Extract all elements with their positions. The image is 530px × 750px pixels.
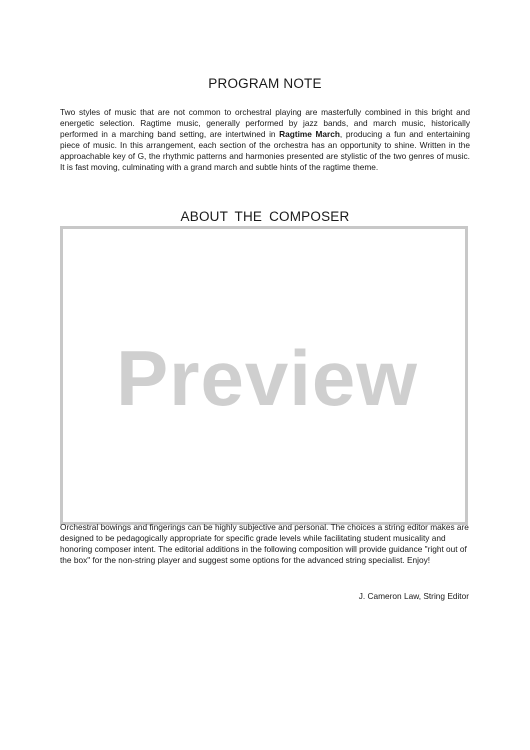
editor-signature: J. Cameron Law, String Editor <box>358 591 469 601</box>
program-note-heading: PROGRAM NOTE <box>208 76 322 91</box>
preview-watermark: Preview <box>116 334 418 422</box>
program-note-paragraph <box>60 107 470 174</box>
program-note-text-end: , producing a fun and entertaining piece of music. In this arrangement, each section of the orchestra has an opportunity to shine. Written in the approachable key of G, the rhythmic patterns and harmonies presented are stylistic of the two genres of music. It is fast moving, culminating with a grand march and subtle hints of the ragtime theme. <box>60 129 470 173</box>
piece-title: Ragtime March <box>279 129 340 140</box>
editor-note-paragraph: Orchestral bowings and fingerings can be highly subjective and personal. The choices a string editor makes are designed to be pedagogically appropriate for specific grade levels while facilitating student musicality and honoring composer intent. The editorial additions in the following composition will provide guidance "right out of the box" for the non-string player and suggest some options for the advanced string specialist. Enjoy! <box>60 522 469 566</box>
program-note-text-start: Two styles of music that are not common to orchestral playing are masterfully combined in this bright and energetic selection. Ragtime music, generally performed by jazz bands, and march music, historically performed in a marching band setting, are intertwined in <box>60 107 470 140</box>
about-composer-heading: ABOUT THE COMPOSER <box>180 209 350 224</box>
preview-placeholder-box <box>60 226 468 525</box>
